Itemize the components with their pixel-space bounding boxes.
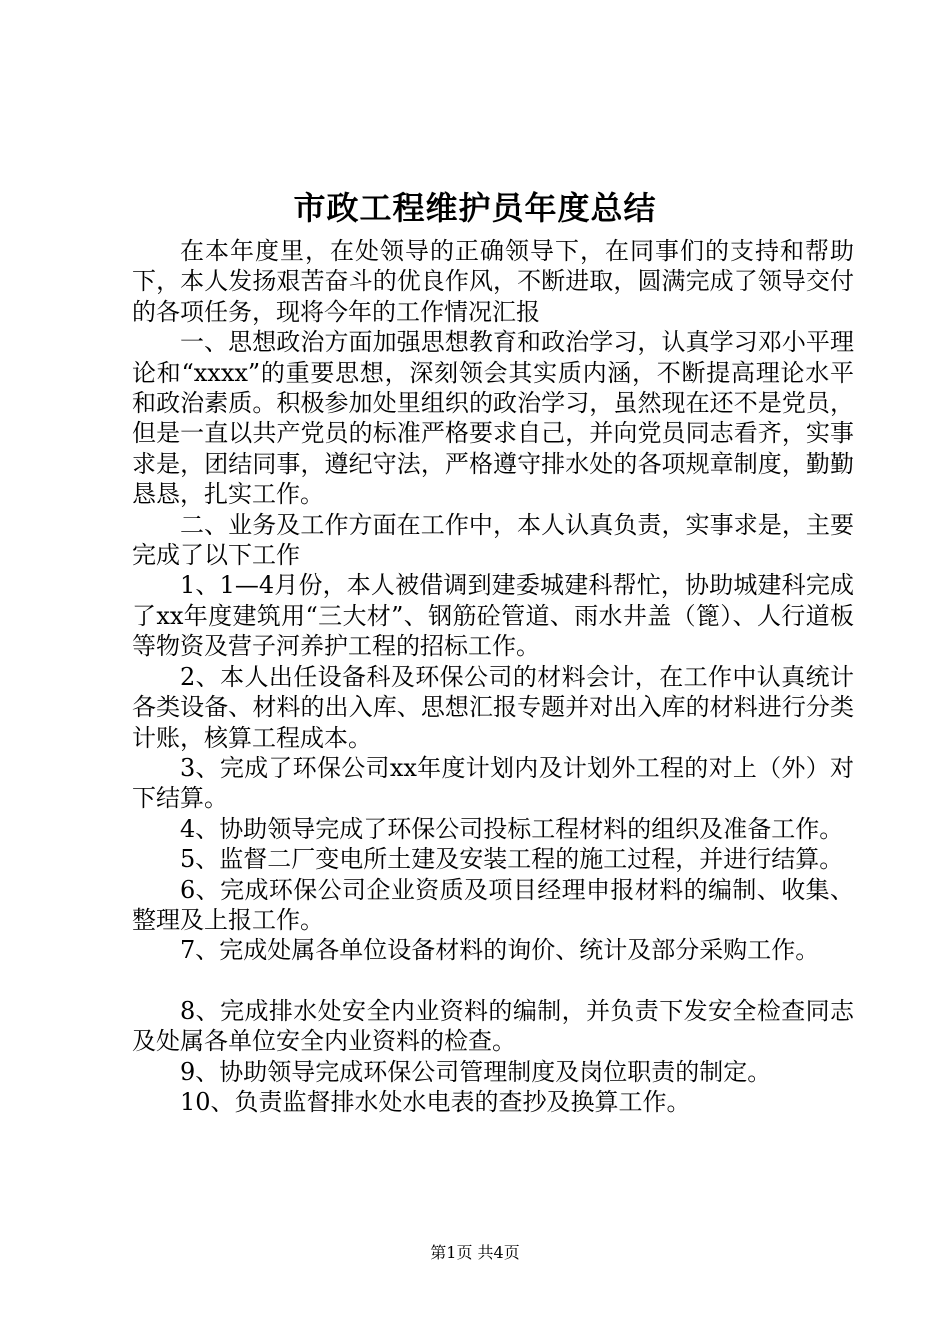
paragraph-item-3: 3、完成了环保公司xx年度计划内及计划外工程的对上（外）对下结算。	[132, 753, 854, 813]
paragraph-item-4: 4、协助领导完成了环保公司投标工程材料的组织及准备工作。	[180, 814, 844, 843]
document-title: 市政工程维护员年度总结	[293, 189, 657, 227]
paragraph-item-7: 7、完成处属各单位设备材料的询价、统计及部分采购工作。	[180, 936, 820, 965]
paragraph-item-2: 2、本人出任设备科及环保公司的材料会计，在工作中认真统计各类设备、材料的出入库、思想汇报专题并对出入库的材料进行分类计账，核算工程成本。	[132, 662, 854, 752]
paragraph-item-9: 9、协助领导完成环保公司管理制度及岗位职责的制定。	[180, 1057, 772, 1086]
paragraph-item-8: 8、完成排水处安全内业资料的编制，并负责下发安全检查同志及处属各单位安全内业资料的检查。	[132, 996, 854, 1056]
page-number-footer: 第1页 共4页	[430, 1243, 520, 1262]
paragraph-work-overview: 二、业务及工作方面在工作中，本人认真负责，实事求是，主要完成了以下工作	[132, 510, 854, 570]
paragraph-item-5: 5、监督二厂变电所土建及安装工程的施工过程，并进行结算。	[180, 845, 844, 874]
paragraph-item-10: 10、负责监督排水处水电表的查抄及换算工作。	[180, 1087, 691, 1116]
paragraph-item-1: 1、1—4月份，本人被借调到建委城建科帮忙，协助城建科完成了xx年度建筑用“三大材”、钢筋砼管道、雨水井盖（篦）、人行道板等物资及营子河养护工程的招标工作。	[132, 571, 854, 661]
paragraph-politics: 一、思想政治方面加强思想教育和政治学习，认真学习邓小平理论和“xxxx”的重要思想，深刻领会其实质内涵，不断提高理论水平和政治素质。积极参加处里组织的政治学习，虽然现在还不是党员，但是一直以共产党员的标准严格要求自己，并向党员同志看齐，实事求是，团结同事，遵纪守法，严格遵守排水处的各项规章制度，勤勤恳恳，扎实工作。	[132, 328, 854, 509]
paragraph-intro: 在本年度里，在处领导的正确领导下，在同事们的支持和帮助下，本人发扬艰苦奋斗的优良作风，不断进取，圆满完成了领导交付的各项任务，现将今年的工作情况汇报	[132, 237, 854, 326]
paragraph-item-6: 6、完成环保公司企业资质及项目经理申报材料的编制、收集、整理及上报工作。	[132, 875, 854, 934]
document-body	[132, 236, 854, 1117]
